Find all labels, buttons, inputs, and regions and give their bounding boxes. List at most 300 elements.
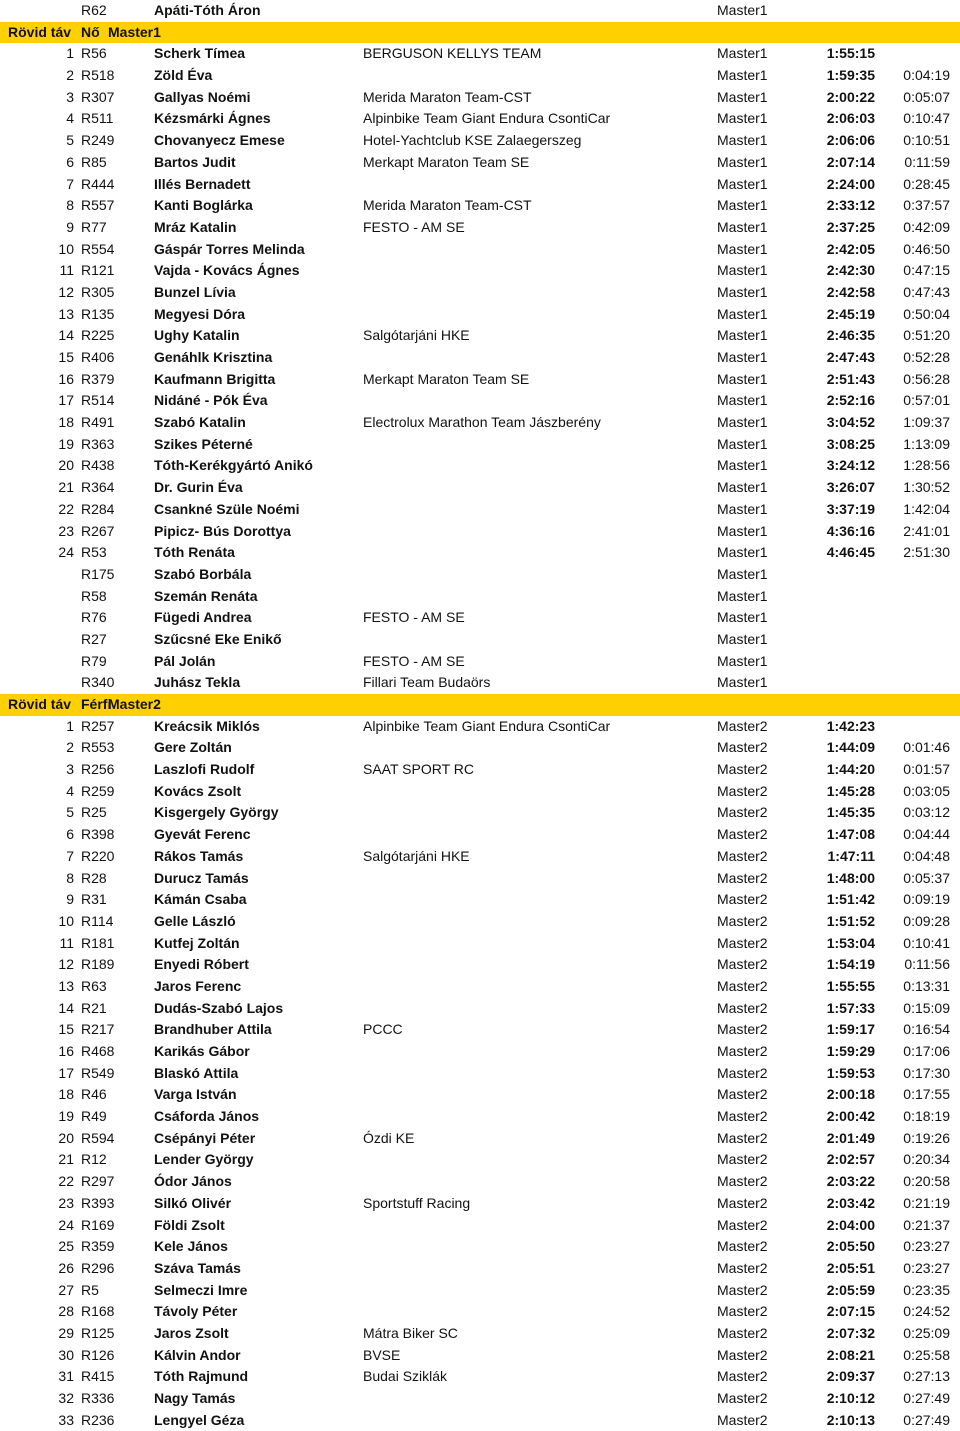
cell-pos: 25 [58, 1238, 74, 1255]
cell-name: Brandhuber Attila [154, 1021, 272, 1038]
cell-gap: 0:25:09 [903, 1324, 950, 1341]
cell-name: Jaros Zsolt [154, 1324, 229, 1341]
cell-team: Ózdi KE [363, 1129, 415, 1146]
table-row [0, 304, 960, 326]
cell-cat: Master2 [717, 1411, 768, 1428]
cell-time: 2:07:14 [826, 153, 875, 170]
cell-pos: 11 [59, 934, 74, 951]
cell-cat: Master2 [717, 1281, 768, 1298]
cell-cat: Master2 [717, 1086, 768, 1103]
cell-gap: 0:19:26 [903, 1129, 950, 1146]
cell-cat: Master1 [717, 283, 768, 300]
cell-cat: Master1 [717, 327, 768, 344]
table-row [0, 846, 960, 868]
cell-bib: R267 [81, 522, 115, 539]
cell-gap: 0:57:01 [903, 392, 950, 409]
cell-gap: 1:28:56 [903, 457, 950, 474]
table-row [0, 477, 960, 499]
cell-gap: 0:17:55 [903, 1086, 950, 1103]
cell-gap: 0:25:58 [903, 1346, 950, 1363]
cell-team: Alpinbike Team Giant Endura CsontiCar [363, 717, 611, 734]
cell-time: 1:54:19 [826, 956, 875, 973]
cell-cat: Master2 [717, 782, 768, 799]
cell-name: Fügedi Andrea [154, 609, 252, 626]
cell-time: 2:37:25 [826, 218, 875, 235]
cell-name: Tóth Rajmund [154, 1368, 249, 1385]
cell-name: Scherk Tímea [154, 45, 246, 62]
table-row [0, 802, 960, 824]
table-row [0, 1323, 960, 1345]
cell-gap: 0:20:58 [903, 1173, 950, 1190]
cell-team: Merkapt Maraton Team SE [363, 370, 530, 387]
cell-bib: R415 [81, 1368, 115, 1385]
cell-bib: R5 [81, 1281, 99, 1298]
table-row [0, 868, 960, 890]
table-row [0, 1041, 960, 1063]
cell-name: Kreácsik Miklós [154, 717, 260, 734]
cell-name: Bartos Judit [154, 153, 236, 170]
cell-pos: 26 [58, 1259, 74, 1276]
cell-time: 2:09:37 [826, 1368, 875, 1385]
table-row [0, 455, 960, 477]
cell-time: 1:55:55 [826, 977, 875, 994]
cell-bib: R217 [81, 1021, 115, 1038]
cell-pos: 15 [58, 349, 74, 365]
table-row [0, 521, 960, 543]
cell-pos: 10 [58, 912, 74, 929]
section-category: Master1 [108, 23, 161, 40]
table-row [0, 347, 960, 369]
table-row [0, 1280, 960, 1302]
cell-cat: Master1 [717, 349, 768, 365]
cell-time: 2:04:00 [826, 1216, 875, 1233]
cell-cat: Master2 [717, 869, 768, 886]
cell-gap: 2:51:30 [903, 544, 950, 561]
cell-gap: 0:11:59 [904, 153, 950, 170]
cell-gap: 0:21:19 [903, 1194, 950, 1211]
cell-gap: 1:30:52 [903, 479, 950, 496]
cell-cat: Master1 [717, 587, 768, 604]
cell-cat: Master1 [717, 674, 768, 691]
cell-cat: Master1 [717, 240, 768, 257]
table-row [0, 412, 960, 434]
cell-time: 3:26:07 [826, 479, 875, 496]
cell-team: Fillari Team Budaörs [363, 674, 491, 691]
cell-bib: R121 [81, 262, 115, 279]
section-category: Master2 [108, 696, 161, 712]
cell-gap: 0:50:04 [903, 305, 950, 322]
cell-time: 2:00:22 [826, 88, 875, 105]
cell-cat: Master1 [717, 45, 768, 62]
cell-gap: 0:23:27 [903, 1238, 950, 1255]
cell-gap: 0:15:09 [903, 999, 950, 1016]
table-row [0, 1366, 960, 1388]
cell-time: 3:37:19 [826, 500, 875, 517]
cell-bib: R12 [81, 1151, 107, 1168]
cell-bib: R28 [81, 869, 107, 886]
cell-cat: Master1 [717, 110, 768, 127]
cell-time: 1:47:08 [826, 826, 875, 843]
cell-name: Laszlofi Rudolf [154, 761, 255, 778]
table-row [0, 195, 960, 217]
cell-bib: R168 [81, 1303, 115, 1320]
cell-time: 2:10:12 [826, 1390, 875, 1406]
cell-time: 1:47:11 [827, 847, 875, 864]
table-row [0, 1410, 960, 1431]
cell-cat: Master1 [717, 218, 768, 235]
cell-gap: 0:10:51 [903, 132, 950, 149]
cell-gap: 0:03:05 [903, 782, 950, 799]
cell-name: Kaufmann Brigitta [154, 370, 276, 387]
cell-pos: 31 [58, 1368, 74, 1385]
cell-cat: Master2 [717, 1021, 768, 1038]
cell-cat: Master1 [717, 522, 768, 539]
cell-cat: Master1 [717, 88, 768, 105]
cell-team: Merida Maraton Team-CST [363, 197, 532, 214]
cell-gap: 0:46:50 [903, 240, 950, 257]
cell-bib: R125 [81, 1324, 115, 1341]
cell-team: PCCC [363, 1021, 403, 1038]
cell-time: 3:24:12 [826, 457, 875, 474]
cell-name: Karikás Gábor [154, 1043, 250, 1059]
cell-time: 3:08:25 [826, 435, 875, 452]
cell-name: Tóth Renáta [154, 544, 235, 561]
cell-team: Merkapt Maraton Team SE [363, 153, 530, 170]
table-row [0, 1193, 960, 1215]
cell-bib: R359 [81, 1238, 115, 1255]
cell-time: 2:05:59 [826, 1281, 875, 1298]
cell-name: Blaskó Attila [154, 1064, 239, 1081]
section-sex: Férfi [81, 696, 112, 712]
cell-time: 1:45:28 [826, 782, 875, 799]
cell-pos: 30 [58, 1346, 74, 1363]
cell-cat: Master1 [717, 305, 768, 322]
cell-gap: 0:16:54 [903, 1021, 950, 1038]
cell-time: 1:57:33 [826, 999, 875, 1016]
cell-pos: 14 [58, 327, 74, 344]
cell-bib: R63 [81, 977, 107, 994]
cell-pos: 33 [58, 1411, 74, 1428]
cell-cat: Master2 [717, 977, 768, 994]
cell-pos: 13 [58, 977, 74, 994]
cell-pos: 10 [58, 240, 74, 257]
cell-cat: Master2 [717, 1043, 768, 1059]
table-row [0, 174, 960, 196]
cell-time: 1:48:00 [826, 869, 875, 886]
cell-name: Durucz Tamás [154, 869, 249, 886]
cell-name: Csankné Szüle Noémi [154, 500, 300, 517]
table-row [0, 1345, 960, 1367]
cell-gap: 1:09:37 [903, 414, 950, 431]
cell-pos: 12 [58, 283, 74, 300]
cell-time: 1:44:09 [826, 739, 875, 756]
cell-gap: 1:13:09 [903, 435, 950, 452]
cell-pos: 27 [58, 1281, 74, 1298]
table-row [0, 325, 960, 347]
cell-bib: R249 [81, 132, 115, 149]
cell-cat: Master1 [717, 652, 768, 669]
cell-bib: R307 [81, 88, 115, 105]
cell-bib: R406 [81, 349, 115, 365]
cell-pos: 7 [66, 847, 74, 864]
cell-bib: R549 [81, 1064, 115, 1081]
table-row [0, 672, 960, 694]
table-row [0, 239, 960, 261]
cell-pos: 6 [66, 826, 74, 843]
cell-name: Lender György [154, 1151, 254, 1168]
cell-time: 2:06:06 [826, 132, 875, 149]
cell-team: Electrolux Marathon Team Jászberény [363, 414, 601, 431]
cell-pos: 12 [58, 956, 74, 973]
cell-name: Gáspár Torres Melinda [154, 240, 305, 257]
cell-bib: R398 [81, 826, 115, 843]
cell-gap: 2:41:01 [903, 522, 950, 539]
cell-team: Hotel-Yachtclub KSE Zalaegerszeg [363, 132, 582, 149]
cell-pos: 17 [58, 1064, 74, 1081]
cell-name: Szabó Borbála [154, 565, 252, 582]
cell-team: Budai Sziklák [363, 1368, 448, 1385]
cell-time: 1:51:52 [826, 912, 875, 929]
cell-time: 2:42:05 [826, 240, 875, 257]
cell-cat: Master2 [717, 1129, 768, 1146]
cell-bib: R379 [81, 370, 115, 387]
cell-time: 2:00:42 [826, 1108, 875, 1125]
cell-bib: R553 [81, 739, 115, 756]
cell-pos: 22 [58, 1173, 74, 1190]
cell-cat: Master1 [717, 2, 768, 18]
cell-cat: Master1 [717, 544, 768, 561]
cell-pos: 24 [58, 544, 74, 561]
cell-pos: 29 [58, 1324, 74, 1341]
cell-pos: 14 [58, 999, 74, 1016]
cell-gap: 0:27:49 [903, 1390, 950, 1406]
cell-bib: R393 [81, 1194, 115, 1211]
cell-name: Dr. Gurin Éva [154, 479, 243, 496]
cell-time: 1:59:29 [826, 1043, 875, 1059]
cell-name: Kele János [154, 1238, 228, 1255]
cell-bib: R491 [81, 414, 115, 431]
cell-team: BVSE [363, 1346, 401, 1363]
cell-pos: 4 [66, 782, 74, 799]
cell-time: 2:51:43 [826, 370, 875, 387]
table-row [0, 1149, 960, 1171]
table-row [0, 911, 960, 933]
cell-gap: 0:28:45 [903, 175, 950, 192]
cell-time: 2:07:15 [826, 1303, 875, 1320]
table-row [0, 434, 960, 456]
table-row [0, 976, 960, 998]
cell-team: Merida Maraton Team-CST [363, 88, 532, 105]
cell-gap: 0:18:19 [903, 1108, 950, 1125]
cell-name: Pál Jolán [154, 652, 216, 669]
cell-bib: R284 [81, 500, 115, 517]
cell-gap: 0:11:56 [904, 956, 950, 973]
cell-name: Csáforda János [154, 1108, 260, 1125]
cell-name: Nidáné - Pók Éva [154, 392, 268, 409]
cell-pos: 8 [66, 197, 74, 214]
cell-cat: Master1 [717, 609, 768, 626]
cell-cat: Master1 [717, 370, 768, 387]
cell-time: 2:02:57 [826, 1151, 875, 1168]
cell-time: 2:52:16 [826, 392, 875, 409]
cell-bib: R27 [81, 630, 107, 647]
cell-cat: Master2 [717, 891, 768, 908]
cell-cat: Master2 [717, 1216, 768, 1233]
cell-cat: Master1 [717, 132, 768, 149]
table-row [0, 1106, 960, 1128]
cell-bib: R53 [81, 544, 107, 561]
section-sex: Nő [81, 23, 100, 40]
cell-pos: 13 [58, 305, 74, 322]
cell-name: Lengyel Géza [154, 1411, 245, 1428]
cell-name: Nagy Tamás [154, 1390, 236, 1406]
cell-time: 2:03:42 [826, 1194, 875, 1211]
table-row [0, 108, 960, 130]
cell-gap: 0:01:57 [903, 761, 950, 778]
cell-cat: Master2 [717, 761, 768, 778]
cell-cat: Master1 [717, 565, 768, 582]
cell-cat: Master2 [717, 739, 768, 756]
table-row [0, 1084, 960, 1106]
cell-cat: Master2 [717, 1194, 768, 1211]
cell-cat: Master1 [717, 197, 768, 214]
cell-gap: 0:13:31 [903, 977, 950, 994]
table-row [0, 0, 960, 22]
cell-cat: Master2 [717, 1390, 768, 1406]
cell-pos: 22 [58, 500, 74, 517]
cell-cat: Master1 [717, 435, 768, 452]
cell-time: 1:45:35 [826, 804, 875, 821]
cell-time: 1:53:04 [826, 934, 875, 951]
table-row [0, 586, 960, 608]
cell-gap: 0:09:28 [903, 912, 950, 929]
cell-cat: Master1 [717, 500, 768, 517]
cell-pos: 15 [58, 1021, 74, 1038]
cell-time: 2:01:49 [826, 1129, 875, 1146]
cell-bib: R340 [81, 674, 115, 691]
cell-time: 2:24:00 [826, 175, 875, 192]
cell-gap: 0:51:20 [903, 327, 950, 344]
table-row [0, 130, 960, 152]
cell-name: Szűcsné Eke Enikő [154, 630, 282, 647]
cell-time: 2:08:21 [826, 1346, 875, 1363]
cell-bib: R336 [81, 1390, 115, 1406]
cell-bib: R126 [81, 1346, 115, 1363]
cell-pos: 2 [66, 739, 74, 756]
cell-name: Szemán Renáta [154, 587, 258, 604]
cell-cat: Master1 [717, 262, 768, 279]
cell-name: Kutfej Zoltán [154, 934, 240, 951]
cell-bib: R438 [81, 457, 115, 474]
table-row [0, 1215, 960, 1237]
table-row [0, 499, 960, 521]
table-row [0, 43, 960, 65]
cell-name: Gyevát Ferenc [154, 826, 251, 843]
cell-pos: 19 [58, 1108, 74, 1125]
cell-name: Száva Tamás [154, 1259, 241, 1276]
cell-pos: 32 [58, 1390, 74, 1406]
cell-name: Szabó Katalin [154, 414, 246, 431]
table-row [0, 1171, 960, 1193]
table-row [0, 260, 960, 282]
cell-cat: Master1 [717, 175, 768, 192]
cell-pos: 28 [58, 1303, 74, 1320]
table-row [0, 1236, 960, 1258]
cell-time: 2:05:51 [826, 1259, 875, 1276]
cell-cat: Master1 [717, 67, 768, 84]
cell-gap: 0:56:28 [903, 370, 950, 387]
cell-cat: Master2 [717, 1324, 768, 1341]
cell-time: 1:51:42 [826, 891, 875, 908]
cell-cat: Master2 [717, 826, 768, 843]
cell-gap: 0:10:47 [903, 110, 950, 127]
cell-name: Chovanyecz Emese [154, 132, 285, 149]
cell-pos: 20 [58, 457, 74, 474]
cell-gap: 0:42:09 [903, 218, 950, 235]
cell-bib: R518 [81, 67, 115, 84]
cell-time: 2:05:50 [826, 1238, 875, 1255]
cell-bib: R77 [81, 218, 107, 235]
cell-bib: R259 [81, 782, 115, 799]
cell-gap: 0:01:46 [903, 739, 950, 756]
table-row [0, 282, 960, 304]
cell-bib: R305 [81, 283, 115, 300]
table-row [0, 1301, 960, 1323]
cell-team: Alpinbike Team Giant Endura CsontiCar [363, 110, 611, 127]
cell-name: Selmeczi Imre [154, 1281, 248, 1298]
cell-cat: Master2 [717, 1346, 768, 1363]
cell-bib: R220 [81, 847, 115, 864]
cell-cat: Master2 [717, 1259, 768, 1276]
cell-time: 1:55:15 [826, 45, 875, 62]
cell-pos: 16 [58, 370, 74, 387]
cell-cat: Master2 [717, 1108, 768, 1125]
cell-name: Kálvin Andor [154, 1346, 241, 1363]
cell-gap: 0:10:41 [903, 934, 950, 951]
cell-team: Salgótarjáni HKE [363, 327, 470, 344]
table-row [0, 737, 960, 759]
cell-bib: R62 [81, 2, 107, 18]
cell-gap: 0:04:48 [903, 847, 950, 864]
cell-pos: 5 [66, 804, 74, 821]
cell-name: Zöld Éva [154, 67, 213, 84]
cell-cat: Master2 [717, 912, 768, 929]
table-row [0, 889, 960, 911]
cell-name: Földi Zsolt [154, 1216, 225, 1233]
table-row [0, 607, 960, 629]
table-row [0, 542, 960, 564]
section-header [0, 694, 960, 716]
cell-bib: R236 [81, 1411, 115, 1428]
table-row [0, 1258, 960, 1280]
cell-bib: R56 [81, 45, 107, 62]
table-row [0, 629, 960, 651]
cell-name: Bunzel Lívia [154, 283, 236, 300]
cell-gap: 0:17:30 [903, 1064, 950, 1081]
cell-time: 2:06:03 [826, 110, 875, 127]
cell-name: Varga István [154, 1086, 237, 1103]
cell-pos: 9 [66, 218, 74, 235]
cell-gap: 0:27:13 [903, 1368, 950, 1385]
cell-bib: R257 [81, 717, 115, 734]
cell-team: Mátra Biker SC [363, 1324, 458, 1341]
table-row [0, 998, 960, 1020]
cell-gap: 0:04:19 [903, 67, 950, 84]
cell-cat: Master1 [717, 392, 768, 409]
cell-cat: Master1 [717, 479, 768, 496]
cell-cat: Master2 [717, 1151, 768, 1168]
cell-gap: 0:09:19 [903, 891, 950, 908]
